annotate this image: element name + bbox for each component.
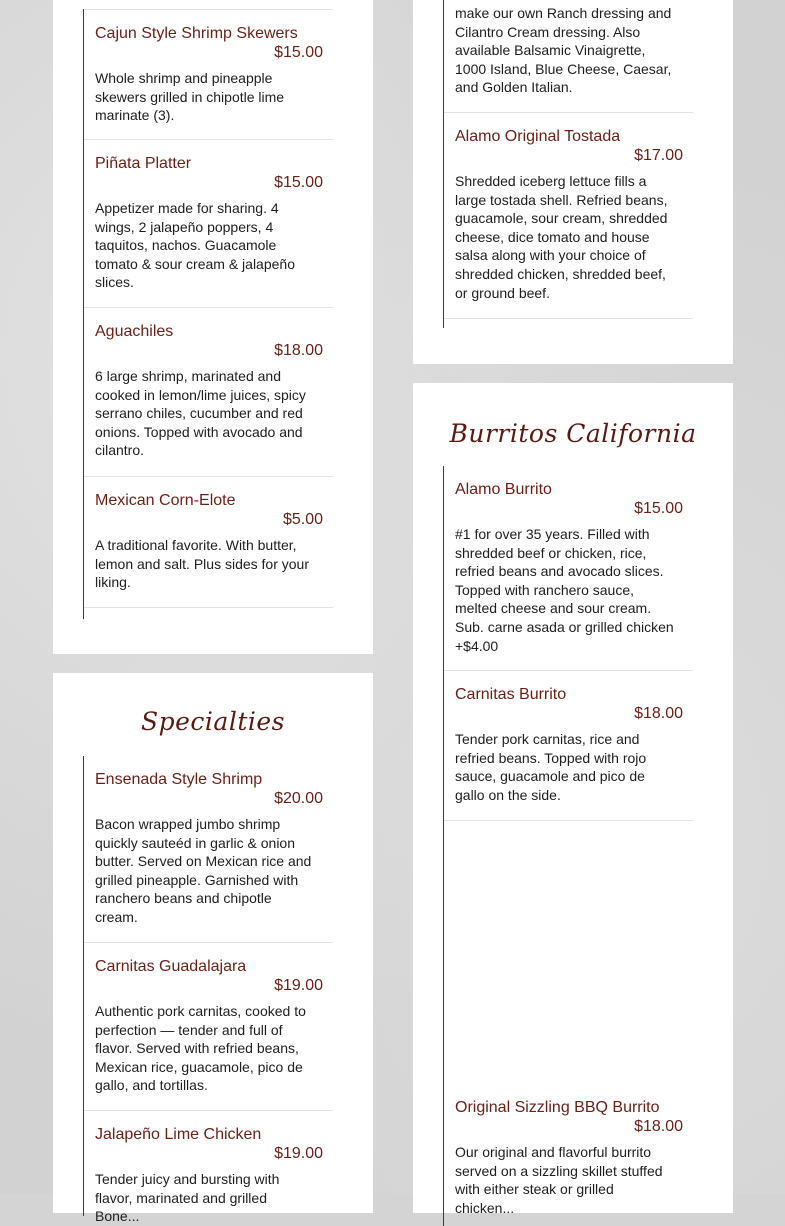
item-name: Aguachiles: [95, 323, 174, 340]
menu-item[interactable]: [84, 1111, 333, 1225]
item-price: $18.00: [634, 1118, 683, 1135]
menu-item[interactable]: [84, 943, 333, 1111]
item-name: Alamo Original Tostada: [455, 128, 621, 145]
menu-item[interactable]: [84, 9, 333, 140]
menu-item[interactable]: [84, 308, 333, 477]
menu-item[interactable]: [444, 1084, 693, 1216]
item-name: Original Sizzling BBQ Burrito: [455, 1099, 660, 1116]
item-name: Jalapeño Lime Chicken: [95, 1126, 262, 1143]
item-name: Mexican Corn-Elote: [95, 492, 236, 509]
menu-items-list: [83, 756, 333, 1225]
item-price: $18.00: [274, 342, 323, 359]
section-title: Specialties: [141, 707, 285, 736]
menu-item[interactable]: [444, 671, 693, 821]
item-description: #1 for over 35 years. Filled with shredded beef or chicken, rice, refried beans and avocado slices. Topped with ranchero sauce, melted cheese and sour cream. Sub. carne asada or grilled chicken +$4.00: [455, 526, 674, 654]
item-price: $19.00: [274, 977, 323, 994]
item-price: $20.00: [274, 790, 323, 807]
menu-card-specialties: [53, 673, 373, 1225]
menu-items-list: [443, 466, 693, 1226]
item-price: $17.00: [634, 147, 683, 164]
item-description: Tender pork carnitas, rice and refried beans. Topped with rojo sauce, guacamole and pico de gallo on the side.: [455, 731, 647, 803]
item-description: Authentic pork carnitas, cooked to perfection — tender and full of flavor. Served with refried beans, Mexican rice, guacamole, pico de gallo, and tortillas.: [95, 1003, 306, 1094]
item-name: Ensenada Style Shrimp: [95, 771, 263, 788]
item-price: $18.00: [634, 705, 683, 722]
item-price: $5.00: [282, 511, 323, 528]
menu-item[interactable]: [444, 113, 693, 319]
section-title: Burritos California: [449, 419, 697, 448]
item-name: Cajun Style Shrimp Skewers: [95, 25, 298, 42]
item-description: Our original and flavorful burrito served on a sizzling skillet stuffed with either steak or grilled chicken...: [455, 1144, 663, 1216]
menu-item[interactable]: [444, 0, 693, 113]
item-description: A traditional favorite. With butter, lemon and salt. Plus sides for your liking.: [95, 537, 309, 591]
menu-item[interactable]: [444, 466, 693, 671]
item-price: $15.00: [274, 44, 323, 61]
item-description: Appetizer made for sharing. 4 wings, 2 jalapeño poppers, 4 taquitos, nachos. Guacamole tomato & sour cream & jalapeño slices.: [95, 200, 295, 291]
menu-card-appetizers: [53, 0, 373, 654]
item-description: Shredded iceberg lettuce fills a large tostada shell. Refried beans, guacamole, sour cream, shredded cheese, dice tomato and house salsa along with your choice of shredded chicken, shredded beef, or ground beef.: [455, 173, 668, 301]
item-description: 6 large shrimp, marinated and cooked in lemon/lime juices, spicy serrano chiles, cucumber and red onions. Topped with avocado and cilantro.: [95, 368, 306, 459]
menu-item[interactable]: [84, 477, 333, 608]
item-name: Piñata Platter: [95, 155, 192, 172]
menu-card-salads: [413, 0, 733, 364]
item-name: Carnitas Burrito: [455, 686, 567, 703]
menu-item[interactable]: [84, 756, 333, 943]
item-description: Bacon wrapped jumbo shrimp quickly sauteéd in garlic & onion butter. Served on Mexican rice and grilled pineapple. Garnished with ranchero beans and chipotle cream.: [95, 816, 312, 925]
item-description: Tender juicy and bursting with flavor, marinated and grilled Bone...: [95, 1171, 280, 1225]
item-name: Carnitas Guadalajara: [95, 958, 247, 975]
item-price: $19.00: [274, 1145, 323, 1162]
item-name: Alamo Burrito: [455, 481, 552, 498]
menu-card-burritos: [413, 383, 733, 1216]
menu-items-list: [443, 0, 693, 328]
item-price: $15.00: [634, 500, 683, 517]
item-price: $15.00: [274, 174, 323, 191]
menu-item[interactable]: [84, 140, 333, 308]
item-description: make our own Ranch dressing and Cilantro Cream dressing. Also available Balsamic Vinaigrette, 1000 Island, Blue Cheese, Caesar, and Golden Italian.: [455, 5, 672, 96]
item-spacer: [444, 821, 693, 1084]
item-description: Whole shrimp and pineapple skewers grilled in chipotle lime marinate (3).: [95, 70, 285, 124]
menu-items-list: [83, 9, 333, 619]
